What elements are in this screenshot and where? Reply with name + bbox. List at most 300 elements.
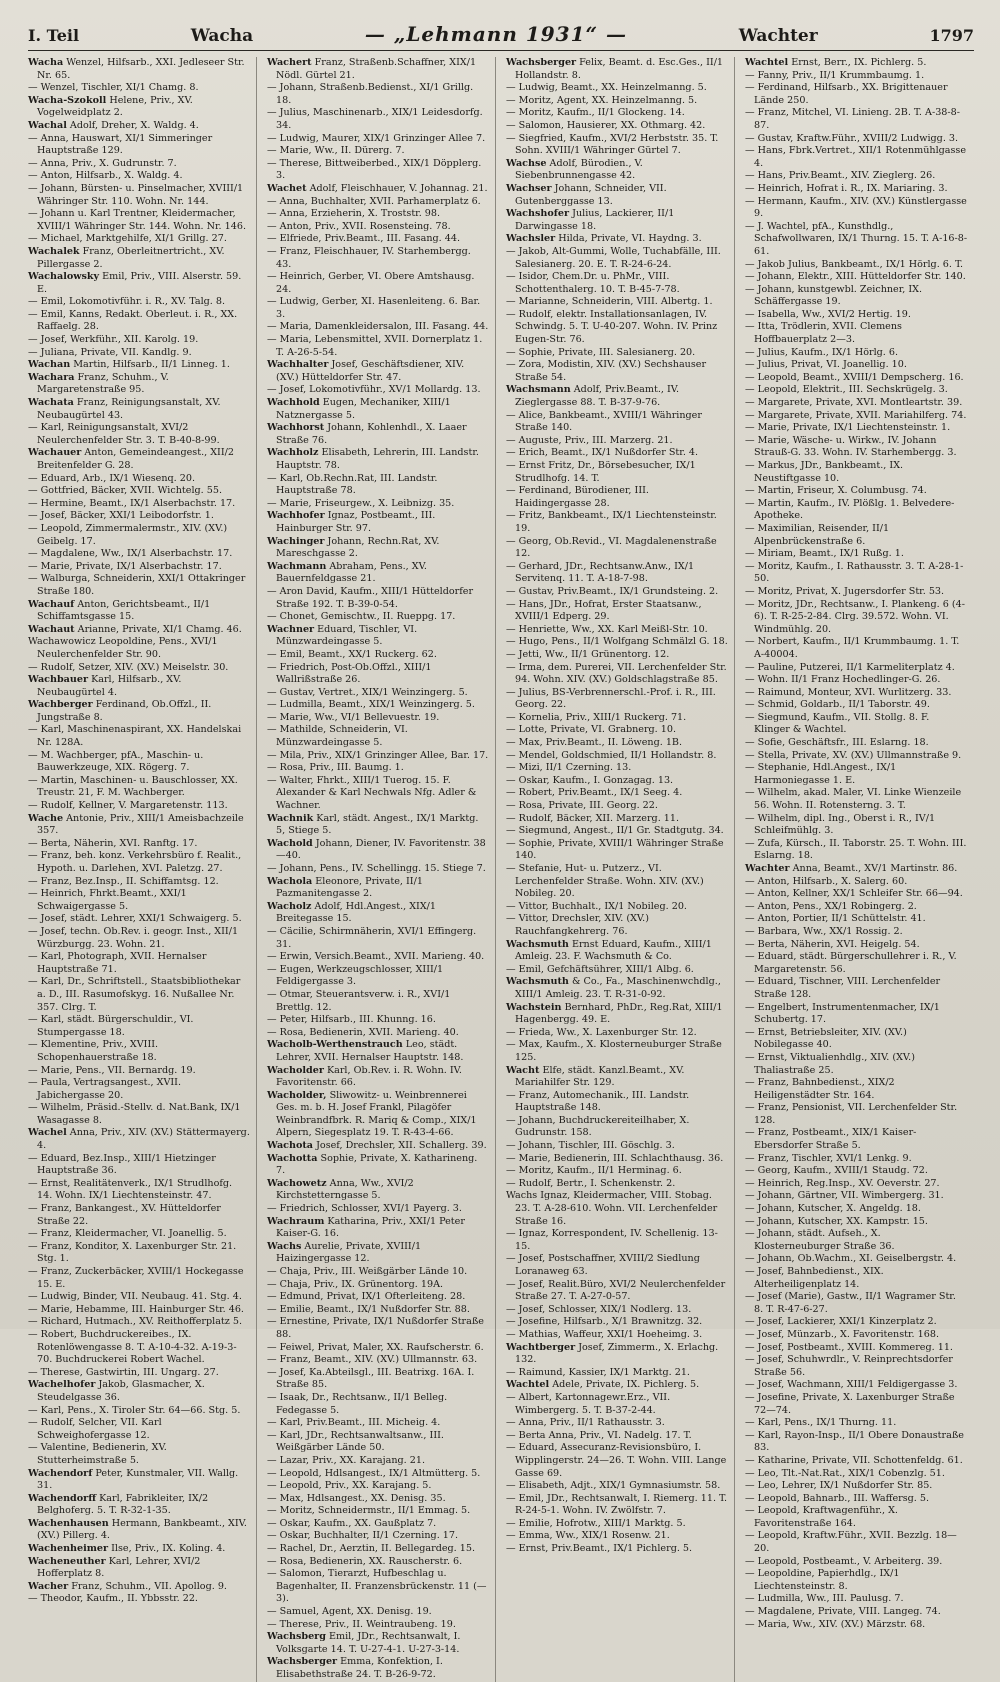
directory-entry: Wachelhofer Jakob, Glasmacher, X. Steudelgasse 36.: [28, 1379, 205, 1403]
directory-entry: — Marie, Wäsche- u. Wirkw., IV. Johann Strauß-G. 33. Wohn. IV. Starhembergg. 3.: [745, 434, 957, 459]
directory-entry: — Therese, Priv., II. Weintraubeng. 19.: [267, 1618, 456, 1630]
directory-entry: — Ernst, Viktualienhdlg., XIV. (XV.) Thaliastraße 25.: [745, 1051, 915, 1076]
directory-entry: — Leo, Tlt.-Nat.Rat., XIX/1 Cobenzlg. 51.: [745, 1467, 945, 1479]
directory-entry: Wachsberger Emma, Konfektion, I. Elisabethstraße 24. T. B-26-9-72.: [267, 1656, 443, 1680]
directory-entry: — Josef, Wachmann, XIII/1 Feldigergasse 3.: [745, 1379, 958, 1391]
directory-entry: Wachola Eleonore, Private, II/1 Pazmanitengasse 2.: [267, 875, 423, 900]
directory-entry: — Johann, Kutscher, XX. Kampstr. 15.: [745, 1215, 928, 1227]
directory-entry: — Franz, Tischler, XVI/1 Lenkg. 9.: [745, 1152, 912, 1164]
directory-entry: — Martin, Friseur, X. Columbusg. 74.: [745, 485, 927, 497]
directory-entry: — Isabella, Ww., XVI/2 Hertig. 19.: [745, 308, 911, 320]
directory-entry: — Moritz, Kaufm., II/1 Glockeng. 14.: [506, 107, 685, 119]
directory-entry: — Erwin, Versich.Beamt., XVII. Marieng. 40.: [267, 951, 485, 963]
directory-entry: — Wilhelm, dipl. Ing., Oberst i. R., IV/1 Schleifmühlg. 3.: [745, 812, 936, 837]
directory-entry: Wachsmuth Ernst Eduard, Kaufm., XIII/1 Amleig. 23. F. Wachsmuth & Co.: [506, 938, 712, 963]
directory-entry: — Ferdinand, Hilfsarb., XX. Brigittenauer Lände 250.: [745, 82, 948, 106]
directory-entry: — Raimund, Monteur, XVI. Wurlitzerg. 33.: [745, 686, 952, 698]
directory-entry: — J. Wachtel, pfA., Kunsthdlg., Schafwollwaren, IX/1 Thurng. 15. T. A-16-8-61.: [745, 220, 968, 257]
directory-entry: — Marie, Private, IX/1 Alserbachstr. 17.: [28, 560, 222, 572]
directory-entry: — Leopold, Elektrit., III. Sechskrügelg. 3.: [745, 384, 948, 396]
directory-entry: — Samuel, Agent, XX. Denisg. 19.: [267, 1606, 432, 1618]
directory-entry: — Jetti, Ww., II/1 Grünentorg. 12.: [506, 648, 670, 660]
directory-entry: — Georg, Ob.Revid., VI. Magdalenenstraße 12.: [506, 535, 717, 560]
directory-entry: — Therese, Gastwirtin, III. Ungarg. 27.: [28, 1366, 219, 1378]
directory-entry: — Marie, Bedienerin, III. Schlachthausg. 36.: [506, 1152, 724, 1164]
directory-entry: — Franz, Beamt., XIV. (XV.) Ullmannstr. 63.: [267, 1354, 478, 1366]
directory-entry: — Emil, JDr., Rechtsanwalt, I. Riemerg. 11. T. R-24-5-1. Wohn. IV. Zwölfstr. 7.: [506, 1492, 728, 1517]
directory-entry: — Johann, Gärtner, VII. Wimbergerg. 31.: [745, 1190, 944, 1202]
directory-entry: Wachert Franz, Straßenb.Schaffner, XIX/1 Nödl. Gürtel 21.: [267, 57, 477, 81]
directory-entry: Wachowetz Anna, Ww., XVI/2 Kirchstetterngasse 5.: [267, 1177, 414, 1202]
directory-entry: — Josef, Schuhwrdlr., V. Reinprechtsdorfer Straße 56.: [745, 1354, 953, 1378]
directory-entry: — Josefine, Private, X. Laxenburger Straße 72—74.: [745, 1391, 955, 1416]
directory-entry: Wachshofer Julius, Lackierer, II/1 Darwingasse 18.: [506, 208, 675, 232]
directory-entry: Wachaut Arianne, Private, XI/1 Chamg. 46.: [28, 623, 242, 635]
directory-entry: — Isidor, Chem.Dr. u. PhMr., VIII. Schottenthalerg. 10. T. B-45-7-78.: [506, 271, 680, 295]
directory-entry: — Rosa, Bedienerin, XX. Rauscherstr. 6.: [267, 1555, 463, 1567]
directory-entry: Wache Antonie, Priv., XIII/1 Ameisbachzeile 357.: [28, 812, 244, 837]
directory-entry: — Aron David, Kaufm., XIII/1 Hütteldorfer Straße 192. T. B-39-0-54.: [267, 585, 474, 610]
directory-entry: Wachata Franz, Reinigungsanstalt, XV. Neubaugürtel 43.: [28, 397, 221, 421]
directory-entry: — Johann, Straßenb.Bedienst., XI/1 Grillg. 18.: [267, 82, 474, 106]
directory-entry: — Hermine, Beamt., IX/1 Alserbachstr. 17.: [28, 497, 236, 509]
header-title: — „Lehmann 1931“ —: [364, 22, 627, 46]
directory-entry: Wachhalter Josef, Geschäftsdiener, XIV. (XV.) Hütteldorfer Str. 47.: [267, 359, 465, 383]
directory-entry: — Alice, Bankbeamt., XVIII/1 Währinger Straße 140.: [506, 409, 702, 434]
directory-entry: — Therese, Bittweiberbed., XIX/1 Döpplerg. 3.: [267, 157, 482, 182]
directory-entry: — Feiwel, Privat, Maler, XX. Raufscherstr. 6.: [267, 1341, 484, 1353]
directory-entry: — Magdalene, Ww., IX/1 Alserbachstr. 17.: [28, 548, 233, 560]
directory-entry: — Richard, Hutmach., XV. Reithofferplatz 5.: [28, 1316, 243, 1328]
directory-entry: Wacher Franz, Schuhm., VII. Apollog. 9.: [28, 1580, 227, 1592]
directory-entry: — Gustav, Vertret., XIX/1 Weinzingerg. 5.: [267, 686, 468, 698]
directory-entry: — Anton, Portier, II/1 Schüttelstr. 41.: [745, 913, 926, 925]
directory-entry: — Leopold, Zimmermalermstr., XIV. (XV.) Geibelg. 17.: [28, 522, 228, 547]
directory-entry: — Leopold, Priv., XX. Karajang. 5.: [267, 1480, 432, 1492]
directory-entry: — Ludmilla, Beamt., XIX/1 Weinzingerg. 5.: [267, 699, 475, 711]
directory-entry: — Marianne, Schneiderin, VIII. Albertg. 1.: [506, 296, 713, 308]
directory-entry: — Emil, Beamt., XX/1 Ruckerg. 62.: [267, 648, 437, 660]
directory-entry: — Rosa, Priv., III. Baumg. 1.: [267, 762, 404, 774]
directory-entry: — Chaja, Priv., IX. Grünentorg. 19A.: [267, 1278, 444, 1290]
directory-entry: — M. Wachberger, pfA., Maschin- u. Bauwerkzeuge, XIX. Rögerg. 7.: [28, 749, 204, 774]
directory-entry: — Karl, städt. Bürgerschuldir., VI. Stumpergasse 18.: [28, 1014, 194, 1038]
directory-entry: — Sophie, Private, III. Salesianerg. 20.: [506, 346, 696, 358]
directory-entry: Wacholder, Sliwowitz- u. Weinbrennerei Ges. m. b. H. Josef Frankl, Pilagöfer Weinbrandfbrk. R. Mariq & Comp., XIX/1 Alpern, Siegesplatz 19. T. R-43-4-66.: [267, 1089, 477, 1139]
directory-entry: Wachauf Anton, Gerichtsbeamt., II/1 Schiffamtsgasse 15.: [28, 598, 211, 623]
directory-entry: — Franz, Bankangest., XV. Hütteldorfer Straße 22.: [28, 1203, 221, 1227]
directory-entry: Wachalek Franz, Oberleitnertricht., XV. Pillergasse 2.: [28, 245, 225, 270]
directory-entry: — Martin, Maschinen- u. Bauschlosser, XX. Treustr. 21, F. M. Wachberger.: [28, 774, 238, 799]
directory-entry: — Leopold, Kraftw.Führ., XVII. Bezzlg. 18—20.: [745, 1530, 957, 1555]
directory-entry: — Anna, Priv., II/1 Rathausstr. 3.: [506, 1417, 665, 1429]
directory-entry: — Ernst Fritz, Dr., Börsebesucher, IX/1 Strudlhofg. 14. T.: [506, 460, 696, 484]
directory-entry: — Friedrich, Schlosser, XVI/1 Payerg. 3.: [267, 1203, 462, 1215]
directory-entry: — Moritz, Kaufm., I. Rathausstr. 3. T. A-28-1-50.: [745, 560, 964, 585]
directory-entry: — Emilie, Beamt., IX/1 Nußdorfer Str. 88.: [267, 1303, 470, 1315]
directory-entry: — Anna, Priv., X. Gudrunstr. 7.: [28, 157, 177, 169]
directory-entry: — Eduard, Assecuranz-Revisionsbüro, I. Wipplingerstr. 24—26. T. Wohn. VIII. Lange Gasse 69.: [506, 1442, 727, 1479]
directory-entry: — Anton, Hilfsarb., X. Waldg. 4.: [28, 170, 183, 182]
directory-entry: — Theodor, Kaufm., II. Ybbsstr. 22.: [28, 1593, 198, 1605]
column-4: [745, 57, 974, 1682]
directory-entry: — Stefanie, Hut- u. Putzerz., VI. Lerchenfelder Straße. Wohn. XIV. (XV.) Nobileg. 20.: [506, 863, 704, 900]
directory-entry: — Chonet, Gemischtw., II. Rueppg. 17.: [267, 611, 456, 623]
directory-entry: — Berta, Näherin, XVI. Ranftg. 17.: [28, 837, 198, 849]
directory-entry: Wachal Adolf, Dreher, X. Waldg. 4.: [28, 119, 199, 131]
directory-entry: Wacha Wenzel, Hilfsarb., XXI. Jedleseer Str. Nr. 65.: [28, 57, 245, 81]
directory-entry: — Leopoldine, Papierhdlg., IX/1 Liechtensteinstr. 8.: [745, 1568, 900, 1592]
directory-entry: — Ferdinand, Bürodiener, III. Haidingergasse 28.: [506, 485, 649, 509]
directory-entry: — Pauline, Putzerei, II/1 Karmeliterplatz 4.: [745, 661, 955, 673]
directory-entry: — Karl, Pens., X. Tiroler Str. 64—66. Stg. 5.: [28, 1404, 241, 1416]
directory-entry: — Oskar, Buchhalter, II/1 Czerning. 17.: [267, 1530, 459, 1542]
directory-entry: — Franz, Bez.Insp., II. Schiffamtsg. 12.: [28, 875, 219, 887]
directory-entry: — Moritz, Agent, XX. Heinzelmanng. 5.: [506, 94, 698, 106]
directory-entry: — Cäcilie, Schirmnäherin, XVI/1 Effingerg. 31.: [267, 925, 477, 950]
directory-entry: — Franz, Pensionist, VII. Lerchenfelder Str. 128.: [745, 1102, 958, 1126]
directory-entry: Wachholz Elisabeth, Lehrerin, III. Landstr. Hauptstr. 78.: [267, 447, 479, 471]
directory-entry: — Moritz, Schneidermstr., II/1 Emmag. 5.: [267, 1505, 471, 1517]
directory-entry: — Franz, Konditor, X. Laxenburger Str. 21. Stg. 1.: [28, 1240, 237, 1265]
directory-entry: Wacholder Karl, Ob.Rev. i. R. Wohn. IV. Favoritenstr. 66.: [267, 1064, 462, 1089]
directory-entry: — Anton, Kellner, XX/1 Schleifer Str. 66—94.: [745, 888, 963, 900]
directory-entry: — Albert, Kartonnagewr.Erz., VII. Wimbergerg. 5. T. B-37-2-44.: [506, 1391, 671, 1416]
directory-entry: Wachraum Katharina, Priv., XXI/1 Peter Kaiser-G. 16.: [267, 1215, 465, 1240]
directory-entry: — Franz, beh. konz. Verkehrsbüro f. Realit., Hypoth. u. Darlehen, XVI. Paletzg. 27.: [28, 850, 242, 874]
directory-entry: — Josef (Marie), Gastw., II/1 Wagramer Str. 8. T. R-47-6-27.: [745, 1291, 956, 1315]
directory-entry: Wachenhausen Hermann, Bankbeamt., XIV. (XV.) Pillerg. 4.: [28, 1517, 247, 1542]
directory-entry: Wachs Aurelie, Private, XVIII/1 Haizingergasse 12.: [267, 1240, 422, 1265]
directory-entry: Wachawowicz Leopoldine, Pens., XVI/1 Neulerchenfelder Str. 90.: [28, 636, 218, 660]
directory-entry: — Maria, Lebensmittel, XVII. Dornerplatz 1. T. A-26-5-54.: [267, 334, 483, 358]
directory-entry: — Karl, JDr., Rechtsanwaltsanw., III. Weißgärber Lände 50.: [267, 1429, 444, 1454]
directory-entry: — Fritz, Bankbeamt., IX/1 Liechtensteinstr. 19.: [506, 510, 717, 534]
directory-entry: Wachhofer Ignaz, Postbeamt., III. Hainburger Str. 97.: [267, 510, 436, 534]
directory-entry: — Moritz, JDr., Rechtsanw., I. Plankeng. 6 (4-6). T. R-25-2-84. Clrg. 39.572. Wohn. VI. Windmühlg. 20.: [745, 598, 965, 635]
directory-entry: — Rachel, Dr., Aerztin, II. Bellegardeg. 15.: [267, 1543, 476, 1555]
directory-entry: Wachter Anna, Beamt., XV/1 Martinstr. 86.: [745, 863, 958, 874]
directory-entry: — Franz, Automechanik., III. Landstr. Hauptstraße 148.: [506, 1089, 690, 1114]
directory-entry: — Siegfried, Kaufm., XVI/2 Herbststr. 35. T. Sohn. XVIII/1 Währinger Gürtel 7.: [506, 132, 719, 157]
directory-entry: — Henriette, Ww., XX. Karl Meißl-Str. 10.: [506, 623, 708, 635]
directory-entry: — Karl, Maschinenaspirant, XX. Handelskai Nr. 128A.: [28, 724, 242, 749]
directory-entry: — Chaja, Priv., III. Weißgärber Lände 10.: [267, 1266, 468, 1277]
directory-entry: Wachara Franz, Schuhm., V. Margaretenstraße 95.: [28, 371, 169, 396]
directory-entry: — Franz, Postbeamt., XIX/1 Kaiser-Ebersdorfer Straße 5.: [745, 1127, 917, 1152]
directory-entry: — Schmid, Goldarb., II/1 Taborstr. 49.: [745, 699, 930, 711]
directory-entry: Wachtel Adele, Private, IX. Pichlerg. 5.: [506, 1379, 700, 1391]
directory-entry: — Lotte, Private, VI. Grabnerg. 10.: [506, 724, 677, 736]
column-3: [506, 57, 735, 1682]
directory-entry: — Eduard, Bez.Insp., XIII/1 Hietzinger Hauptstraße 36.: [28, 1152, 216, 1177]
directory-entry: Wachs Ignaz, Kleidermacher, VIII. Stobag. 23. T. A-28-610. Wohn. VII. Lerchenfelder Straße 16.: [506, 1190, 718, 1227]
directory-entry: — Wohn. II/1 Franz Hochedlinger-G. 26.: [745, 674, 941, 686]
directory-entry: — Jakob Julius, Bankbeamt., IX/1 Hörlg. 6. T.: [745, 258, 964, 270]
directory-entry: — Katharine, Private, VII. Schottenfeldg. 61.: [745, 1454, 963, 1466]
directory-entry: — Moritz, Privat, X. Jugersdorfer Str. 53.: [745, 585, 945, 597]
header-section: [28, 26, 79, 45]
directory-entry: Wachendorf Peter, Kunstmaler, VII. Wallg. 31.: [28, 1467, 239, 1492]
directory-entry: — Ernst, Priv.Beamt., IX/1 Pichlerg. 5.: [506, 1543, 693, 1555]
directory-entry: — Julius, BS-Verbrennerschl.-Prof. i. R., III. Georg. 22.: [506, 686, 716, 711]
directory-entry: Wachauer Anton, Gemeindeangest., XII/2 Breitenfelder G. 28.: [28, 447, 234, 471]
directory-entry: Wachse Adolf, Bürodien., V. Siebenbrunnengasse 42.: [506, 157, 643, 182]
directory-entry: — Karl, Pens., IX/1 Thurng. 11.: [745, 1417, 897, 1429]
directory-entry: — Salomon, Tierarzt, Hufbeschlag u. Bagenhalter, II. Franzensbrückenstr. 11 (—3).: [267, 1568, 487, 1605]
directory-entry: — Sophie, Private, XVIII/1 Währinger Straße 140.: [506, 837, 724, 862]
directory-entry: — Vittor, Buchhalt., IX/1 Nobileg. 20.: [506, 900, 687, 912]
directory-entry: — Valentine, Bedienerin, XV. Stutterheimstraße 5.: [28, 1442, 167, 1466]
directory-entry: Wachsberg Emil, JDr., Rechtsanwalt, I. Volksgarte 14. T. U-27-4-1. U-27-3-14.: [267, 1631, 461, 1655]
directory-entry: Wachan Martin, Hilfsarb., II/1 Linneg. 1.: [28, 359, 230, 371]
directory-entry: — Leopold, Bahnarb., III. Waffersg. 5.: [745, 1492, 930, 1504]
directory-entry: Wachser Johann, Schneider, VII. Gutenberggasse 13.: [506, 182, 667, 207]
directory-entry: — Eduard, städt. Bürgerschullehrer i. R., V. Margaretenstr. 56.: [745, 951, 957, 975]
directory-entry: — Gottfried, Bäcker, XVII. Wichtelg. 55.: [28, 485, 223, 497]
directory-entry: — Marie, Pens., VII. Bernardg. 19.: [28, 1064, 196, 1076]
directory-entry: — Hans, Priv.Beamt., XIV. Zieglerg. 26.: [745, 170, 936, 182]
directory-entry: — Stella, Private, XV. (XV.) Ullmannstraße 9.: [745, 749, 962, 761]
directory-entry: — Wilhelm, Präsid.-Stellv. d. Nat.Bank, IX/1 Wasagasse 8.: [28, 1102, 241, 1126]
header-first-entry: Wacha: [190, 26, 254, 46]
directory-entry: Wachnik Karl, städt. Angest., IX/1 Marktg. 5, Stiege 5.: [267, 812, 479, 837]
directory-entry: — Ignaz, Korrespondent, IV. Schellenig. 13-15.: [506, 1228, 718, 1252]
directory-entry: — Wenzel, Tischler, XI/1 Chamg. 8.: [28, 82, 199, 94]
directory-entry: — Mathilde, Schneiderin, VI. Münzwardeingasse 5.: [267, 724, 408, 749]
directory-entry: — Rudolf, Bertr., I. Schenkenstr. 2.: [506, 1177, 676, 1189]
directory-entry: — Berta, Näherin, XVI. Heigelg. 54.: [745, 938, 920, 950]
directory-entry: — Marie, Friseurgew., X. Leibnizg. 35.: [267, 497, 455, 509]
directory-entry: — Leopold, Kraftwagenführ., X. Favoritenstraße 164.: [745, 1505, 898, 1529]
header-last-entry: Wachter: [738, 26, 818, 46]
directory-entry: — Markus, JDr., Bankbeamt., IX. Neustiftgasse 10.: [745, 460, 904, 484]
directory-entry: — Zufa, Kürsch., II. Taborstr. 25. T. Wohn. III. Eslarng. 18.: [745, 837, 967, 862]
directory-entry: — Josef, Bahnbedienst., XIX. Alterheiligenplatz 14.: [745, 1266, 884, 1290]
directory-entry: Wacht Elfe, städt. Kanzl.Beamt., XV. Mariahilfer Str. 129.: [506, 1064, 685, 1089]
directory-entry: — Elisabeth, Adjt., XIX/1 Gymnasiumstr. 58.: [506, 1480, 721, 1492]
directory-entry: — Emilie, Hofrotw., XIII/1 Marktg. 5.: [506, 1517, 686, 1529]
directory-entry: Wachtel Ernst, Berr., IX. Pichlerg. 5.: [745, 57, 927, 68]
directory-entry: — Marie, Private, IX/1 Liechtensteinstr. 1.: [745, 422, 951, 434]
directory-entry: — Franz, Bahnbedienst., XIX/2 Heiligenstädter Str. 164.: [745, 1077, 895, 1101]
directory-entry: Wachinger Johann, Rechn.Rat, XV. Mareschgasse 2.: [267, 535, 440, 560]
directory-entry: — Anton, Pens., XX/1 Robingerg. 2.: [745, 900, 917, 912]
directory-entry: Wachotta Sophie, Private, X. Katharineng. 7.: [267, 1152, 478, 1177]
directory-entry: — Julius, Maschinenarb., XIX/1 Leidesdorfg. 34.: [267, 107, 483, 131]
directory-entry: — Mendel, Goldschmied, II/1 Hollandstr. 8.: [506, 749, 717, 761]
directory-entry: — Emil, Gefchäftsührer, XIII/1 Albg. 6.: [506, 963, 694, 975]
directory-entry: — Juliana, Private, VII. Kandlg. 9.: [28, 346, 192, 358]
directory-entry: — Elfriede, Priv.Beamt., III. Fasang. 44.: [267, 233, 461, 245]
directory-entry: — Martin, Kaufm., IV. Plößlg. 1. Belvedere-Apotheke.: [745, 497, 955, 522]
directory-entry: — Marie, Ww., II. Dürerg. 7.: [267, 145, 405, 157]
directory-entry: — Barbara, Ww., XX/1 Rossig. 2.: [745, 925, 903, 937]
column-1: [28, 57, 257, 1682]
directory-entry: — Auguste, Priv., III. Marzerg. 21.: [506, 434, 673, 446]
directory-entry: — Marie, Hebamme, III. Hainburger Str. 46.: [28, 1303, 244, 1315]
directory-entry: Wacheneuther Karl, Lehrer, XVI/2 Hofferplatz 8.: [28, 1555, 201, 1580]
directory-entry: — Moritz, Kaufm., II/1 Herminag. 6.: [506, 1165, 682, 1177]
directory-entry: — Josef, Bäcker, XXI/1 Leibodorfstr. 1.: [28, 510, 214, 522]
directory-entry: — Rosa, Bedienerin, XVII. Marieng. 40.: [267, 1026, 459, 1038]
directory-entry: — Franz, Zuckerbäcker, XVIII/1 Hockegasse 15. E.: [28, 1266, 244, 1290]
directory-entry: Wacholb-Werthenstrauch Leo, städt. Lehrer, XVII. Hernalser Hauptstr. 148.: [267, 1039, 464, 1063]
directory-entry: — Raimund, Kassier, IX/1 Marktg. 21.: [506, 1366, 690, 1378]
directory-entry: — Josef, Lackierer, XXI/1 Kinzerplatz 2.: [745, 1316, 937, 1328]
directory-entry: — Eduard, Arb., IX/1 Wiesenq. 20.: [28, 472, 196, 484]
directory-entry: — Fanny, Priv., II/1 Krummbaumg. 1.: [745, 69, 925, 81]
directory-entry: — Josef, Postschaffner, XVIII/2 Siedlung Loranaweg 63.: [506, 1253, 700, 1277]
directory-entry: — Ludwig, Gerber, XI. Hasenleiteng. 6. Bar. 3.: [267, 296, 481, 320]
directory-entry: — Rudolf, Kellner, V. Margaretenstr. 113.: [28, 800, 228, 812]
directory-entry: — Paula, Vertragsangest., XVII. Jabichergasse 20.: [28, 1077, 182, 1101]
directory-entry: — Mathias, Waffeur, XXI/1 Hoeheimg. 3.: [506, 1328, 703, 1340]
directory-entry: Wachsler Hilda, Private, VI. Haydng. 3.: [506, 233, 702, 245]
directory-entry: — Johann, Bürsten- u. Pinselmacher, XVIII/1 Währinger Str. 110. Wohn. Nr. 144.: [28, 182, 244, 207]
directory-entry: — Mila, Priv., XIX/1 Grinzinger Allee, Bar. 17.: [267, 749, 489, 761]
directory-entry: — Heinrich, Gerber, VI. Obere Amtshausg. 24.: [267, 271, 475, 295]
directory-entry: Wachmann Abraham, Pens., XV. Bauernfeldgasse 21.: [267, 560, 427, 585]
directory-entry: Wachberger Ferdinand, Ob.Offzl., II. Jungstraße 8.: [28, 699, 212, 723]
page-number: 1797: [929, 26, 974, 45]
directory-entry: — Eugen, Werkzeugschlosser, XIII/1 Feldigergasse 3.: [267, 963, 444, 988]
directory-entry: — Anna, Buchhalter, XVII. Parhamerplatz 6.: [267, 195, 481, 207]
directory-entry: Wachsberger Felix, Beamt. d. Esc.Ges., II/1 Hollandstr. 8.: [506, 57, 724, 81]
directory-entry: — Johann, Elektr., XIII. Hütteldorfer Str. 140.: [745, 271, 966, 283]
directory-entry: — Josefine, Hilfsarb., X/1 Brawnitzg. 32.: [506, 1316, 703, 1328]
page-header: [28, 22, 974, 51]
directory-entry: — Margarete, Private, XVI. Montleartstr. 39.: [745, 397, 963, 409]
directory-entry: — Johann, kunstgewbl. Zeichner, IX. Schäffergasse 19.: [745, 283, 923, 308]
directory-entry: — Siegmund, Kaufm., VII. Stollg. 8. F. Klinger & Wachtel.: [745, 711, 930, 736]
directory-entry: — Heinrich, Fhrkt.Beamt., XXI/1 Schwaigergasse 5.: [28, 888, 187, 912]
directory-entry: — Walburga, Schneiderin, XXI/1 Ottakringer Straße 180.: [28, 573, 246, 597]
directory-entry: — Georg, Kaufm., XVIII/1 Staudg. 72.: [745, 1165, 928, 1177]
directory-entry: — Johann, Tischler, III. Göschlg. 3.: [506, 1140, 675, 1152]
directory-entry: — Josef, Ka.Abteilsgl., III. Beatrixg. 16A. I. Straße 85.: [267, 1366, 475, 1391]
directory-entry: — Ludwig, Maurer, XIX/1 Grinzinger Allee 7.: [267, 132, 486, 144]
directory-entry: — Johann, städt. Aufseh., X. Klosterneuburger Straße 36.: [745, 1228, 895, 1252]
directory-entry: — Otmar, Steuerantsverw. i. R., XVI/1 Brettlg. 12.: [267, 988, 451, 1013]
directory-entry: — Johann, Kutscher, X. Angeldg. 18.: [745, 1203, 921, 1215]
directory-entry: Wachsmuth & Co., Fa., Maschinenwchdlg., XIII/1 Amleig. 23. T. R-31-0-92.: [506, 976, 721, 1000]
directory-entry: — Maximilian, Reisender, II/1 Alpenbrückenstraße 6.: [745, 522, 890, 547]
directory-entry: — Oskar, Kaufm., I. Gonzagag. 13.: [506, 774, 674, 786]
directory-entry: — Miriam, Beamt., IX/1 Rußg. 1.: [745, 548, 904, 560]
directory-entry: — Margarete, Private, XVII. Mariahilferg. 74.: [745, 409, 967, 421]
directory-entry: — Siegmund, Angest., II/1 Gr. Stadtgutg. 34.: [506, 825, 724, 837]
directory-entry: Wachalowsky Emil, Priv., VIII. Alserstr. 59. E.: [28, 271, 242, 295]
directory-entry: — Hans, JDr., Hofrat, Erster Staatsanw., XVIII/1 Edperg. 29.: [506, 598, 702, 623]
directory-entry: — Wilhelm, akad. Maler, VI. Linke Wienzeile 56. Wohn. II. Rotensterng. 3. T.: [745, 787, 962, 812]
directory-entry: — Max, Kaufm., X. Klosterneuburger Straße 125.: [506, 1039, 722, 1063]
directory-entry: — Jakob, Alt-Gummi, Wolle, Tuchabfälle, III. Salesianerg. 20. E. T. R-24-6-24.: [506, 245, 721, 270]
directory-entry: — Berta Anna, Priv., VI. Nadelg. 17. T.: [506, 1429, 692, 1441]
directory-entry: — Hermann, Kaufm., XIV. (XV.) Künstlergasse 9.: [745, 195, 967, 220]
directory-entry: — Anna, Erzieherin, X. Troststr. 98.: [267, 208, 441, 220]
directory-entry: — Franz, Kleidermacher, VI. Joanellig. 5.: [28, 1228, 227, 1240]
directory-entry: Wacha-Szokoll Helene, Priv., XV. Vogelweidplatz 2.: [28, 94, 193, 119]
directory-entry: — Julius, Kaufm., IX/1 Hörlg. 6.: [745, 346, 899, 358]
directory-entry: — Julius, Privat, VI. Joanellig. 10.: [745, 359, 907, 371]
directory-entry: — Josef, Realit.Büro, XVI/2 Neulerchenfelder Straße 27. T. A-27-0-57.: [506, 1278, 726, 1303]
directory-entry: — Sofie, Geschäftsfr., III. Eslarng. 18.: [745, 737, 929, 749]
directory-entry: — Gerhard, JDr., Rechtsanw.Anw., IX/1 Servitenq. 11. T. A-18-7-98.: [506, 560, 695, 585]
directory-entry: — Leopold, Beamt., XVIII/1 Dempscherg. 16.: [745, 371, 964, 383]
directory-entry: — Eduard, Tischner, VIII. Lerchenfelder Straße 128.: [745, 976, 941, 1000]
directory-entry: — Emil, Kanns, Redakt. Oberleut. i. R., XX. Raffaelg. 28.: [28, 308, 238, 333]
directory-entry: — Norbert, Kaufm., II/1 Krummbaumg. 1. T. A-40004.: [745, 636, 960, 660]
directory-entry: Wachsmann Adolf, Priv.Beamt., IV. Zieglergasse 88. T. B-37-9-76.: [506, 384, 680, 409]
directory-entry: — Rudolf, elektr. Installationsanlagen, IV. Schwindg. 5. T. U-40-207. Wohn. IV. Prinz Eugen-Str. 76.: [506, 308, 718, 346]
directory-entry: Wachenheimer Ilse, Priv., IX. Koling. 4.: [28, 1543, 226, 1555]
directory-entry: — Itta, Trödlerin, XVII. Clemens Hoffbauerplatz 2—3.: [745, 321, 902, 346]
directory-entry: — Josef, Postbeamt., XVIII. Kommereg. 11.: [745, 1341, 953, 1353]
directory-entry: Wachendorff Karl, Fabrikleiter, IX/2 Belghoferg. 5. T. R-32-1-35.: [28, 1492, 209, 1517]
directory-entry: — Salomon, Hausierer, XX. Othmarg. 42.: [506, 119, 706, 131]
directory-entry: — Robert, Priv.Beamt., IX/1 Seeg. 4.: [506, 787, 683, 799]
directory-entry: — Emil, Lokomotivführ. i. R., XV. Talg. 8.: [28, 296, 226, 308]
directory-entry: — Rudolf, Setzer, XIV. (XV.) Meiselstr. 30.: [28, 661, 229, 673]
directory-entry: — Isaak, Dr., Rechtsanw., II/1 Belleg. Fedegasse 5.: [267, 1391, 448, 1416]
directory-entry: — Oskar, Kaufm., XX. Gaußplatz 7.: [267, 1517, 437, 1529]
directory-entry: Wachtberger Josef, Zimmerm., X. Erlachg. 132.: [506, 1341, 719, 1366]
directory-entry: — Leopold, Postbeamt., V. Arbeiterg. 39.: [745, 1555, 943, 1567]
directory-entry: — Erich, Beamt., IX/1 Nußdorfer Str. 4.: [506, 447, 699, 459]
directory-entry: Wachhorst Johann, Kohlenhdl., X. Laaer Straße 76.: [267, 422, 467, 446]
directory-entry: — Heinrich, Hofrat i. R., IX. Mariaring. 3.: [745, 182, 948, 194]
directory-entry: — Mizi, II/1 Czerning. 13.: [506, 762, 632, 774]
directory-entry: — Ernst, Realitätenverk., IX/1 Strudlhofg. 14. Wohn. IX/1 Liechtensteinstr. 47.: [28, 1177, 233, 1202]
directory-entry: — Ernestine, Private, IX/1 Nußdorfer Straße 88.: [267, 1316, 484, 1340]
entry-columns: [28, 57, 974, 1680]
directory-entry: — Franz, Fleischhauer, IV. Starhembergg. 43.: [267, 245, 471, 270]
directory-entry: — Karl, Priv.Beamt., III. Micheig. 4.: [267, 1417, 441, 1429]
directory-entry: Wachet Adolf, Fleischhauer, V. Johannag. 21.: [267, 182, 488, 194]
directory-entry: — Kornelia, Priv., XIII/1 Ruckerg. 71.: [506, 711, 687, 723]
directory-entry: — Franz, Mitchel, VI. Linieng. 2B. T. A-38-8-87.: [745, 107, 960, 131]
directory-entry: — Leo, Lehrer, IX/1 Nußdorfer Str. 85.: [745, 1480, 933, 1492]
directory-entry: — Maria, Damenkleidersalon, III. Fasang. 44.: [267, 321, 489, 333]
directory-entry: — Karl, Ob.Rechn.Rat, III. Landstr. Hauptstraße 78.: [267, 472, 438, 497]
directory-entry: Wachner Eduard, Tischler, VI. Münzwardeingasse 5.: [267, 623, 418, 648]
directory-entry: — Max, Priv.Beamt., II. Löweng. 1B.: [506, 737, 683, 749]
directory-entry: — Josef, techn. Ob.Rev. i. geogr. Inst., XII/1 Würzburgg. 23. Wohn. 21.: [28, 925, 239, 950]
directory-entry: — Leopold, Hdlsangest., IX/1 Altmütterg. 5.: [267, 1467, 481, 1479]
directory-entry: — Friedrich, Post-Ob.Offzl., XIII/1 Wallrißstraße 26.: [267, 661, 432, 686]
directory-entry: — Max, Hdlsangest., XX. Denisg. 35.: [267, 1492, 446, 1504]
directory-entry: — Anna, Hauswart, XI/1 Simmeringer Hauptstraße 129.: [28, 132, 213, 157]
directory-entry: — Josef, Münzarb., X. Favoritenstr. 168.: [745, 1328, 939, 1340]
directory-entry: — Johann u. Karl Trentner, Kleidermacher, XVIII/1 Währinger Str. 144. Wohn. Nr. 146.: [28, 208, 247, 232]
directory-entry: — Frieda, Ww., X. Laxenburger Str. 12.: [506, 1026, 697, 1038]
directory-entry: Wachhold Eugen, Mechaniker, XIII/1 Natznergasse 5.: [267, 397, 451, 421]
directory-entry: — Edmund, Privat, IX/1 Ofterleiteng. 28.: [267, 1291, 466, 1303]
directory-entry: — Gustav, Priv.Beamt., IX/1 Grundsteing. 2.: [506, 585, 719, 597]
directory-entry: — Stephanie, Hdl.Angest., IX/1 Harmoniegasse 1. E.: [745, 762, 897, 786]
directory-entry: — Rudolf, Selcher, VII. Karl Schweighofergasse 12.: [28, 1417, 162, 1441]
directory-entry: — Engelbert, Instrumentenmacher, IX/1 Schubertg. 17.: [745, 1001, 940, 1026]
directory-entry: — Heinrich, Reg.Insp., XV. Oeverstr. 27.: [745, 1177, 940, 1189]
directory-entry: — Johann, Buchdruckereiteilhaber, X. Gudrunstr. 158.: [506, 1114, 690, 1139]
directory-entry: — Karl, Reinigungsanstalt, XVI/2 Neulerchenfelder Str. 3. T. B-40-8-99.: [28, 422, 220, 446]
directory-entry: — Gustav, Kraftw.Führ., XVIII/2 Ludwigg. 3.: [745, 132, 959, 144]
directory-entry: — Marie, Ww., VI/1 Bellevuestr. 19.: [267, 711, 440, 723]
column-2: [267, 57, 496, 1682]
directory-entry: Wacholz Adolf, Hdl.Angest., XIX/1 Breitegasse 15.: [267, 900, 437, 925]
directory-entry: — Emma, Ww., XIX/1 Rosenw. 21.: [506, 1530, 670, 1542]
